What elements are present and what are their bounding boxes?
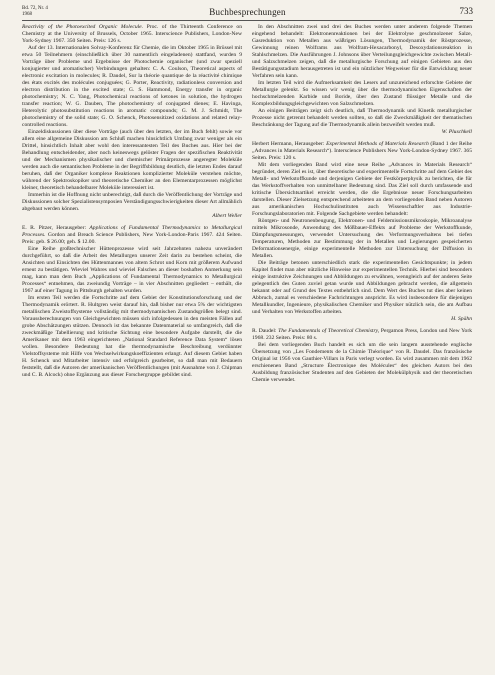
review-paragraph: Im ersten Teil werden die Fortschritte auf dem Gebiet der Konstitutionsforschung und der Thermodynamik erörtert. R. Hultgren weist darauf hin, daß bisher nur etwa 5% der wichtigsten metallischen Zweistoffsysteme vollständig mit thermodynamischen Zustandsgrößen belegt sind. Voraussberechnungen von Gleichgewichten müssen sich infolgedessen in den meisten Fällen auf grobe Abschätzungen stützen. Dennoch ist das bekannte Datenmaterial so umfangreich, daß die zweckmäßige Tabellierung und kritische Sichtung eine besondere Aufgabe darstellt, die die Amerikaner mit dem 1963 eingerichteten „National Standard Reference Data System“ lösen wollen. Besondere Bedeutung hat die thermodynamische Beschreibung verdünnter Vielstoffsysteme mit Hilfe von Wechselwirkungskoeffizienten erlangt. Auf diesem Gebiet haben H. Schenck und Mitarbeiter intensiv und erfolgreich gearbeitet, so daß man mit Bedauern feststellt, daß die Autoren der amerikanischen Veröffentlichungen (mit Ausnahme von J. Chipman und C. B. Alcock) ohne Ergänzung aus dieser Forschergruppe gebildet sind. <box>22 295 242 378</box>
review-paragraph: Röntgen- und Neutronenbeugung, Elektronen- und Feldemissionsmikroskopie, Mikroanalyse mittels Mikrosonde, Anwendung des Mößbauer-Effekts auf Probleme der Werkstoffkunde, Dämpfungsmessungen, verwendet Untersuchung des Verformungsverhaltens bei tiefen Temperaturen, Methoden zur Bestimmung der in Metallen und Legierungen gespeicherten Deformationsenergie, einige experimentelle Methoden zur Untersuchung der Diffusion in Metallen. <box>252 218 472 259</box>
section-title: Buchbesprechungen <box>209 7 286 17</box>
review-theoretical-chemistry <box>252 328 472 384</box>
book-details: Proc. of the Thirteenth Conference on Chemistry at the University of Brussels, October 1965. Interscience Publishers, London-New York-Sydney 1967. 350 Seiten. Preis: 126 s. <box>22 24 242 44</box>
book-details: Pergamon Press, London und New York 1968. 232 Seiten. Preis: 80 s. <box>252 328 473 341</box>
review-reference <box>22 225 242 246</box>
book-title: The Fundamentals of Theoretical Chemistry, <box>278 328 380 334</box>
right-column <box>252 24 472 384</box>
left-column <box>22 24 242 379</box>
journal-volume: Bd. 72, Nr. 4 1968 <box>22 6 48 17</box>
review-paragraph: Bei dem vorliegenden Buch handelt es sich um die sein langem ausstehende englische Übersetzung von „Les Fondements de la Chimie Théorique“ von R. Daudel. Das französische Original ist 1956 von Gauthier-Villars in Paris verlegt worden. Es wird zusammen mit dem 1962 erschienenen Band „Structure Électronique des Molécules“ des gleichen Autors bei den Ausbildung französischer Studenten auf den Gebieten der Molekülphysik und der theoretischen Chemie verwendet. <box>252 342 472 383</box>
review-paragraph: An einigen Beiträgen zeigt sich deutlich, daß Thermodynamik und Kinetik metallurgischer Prozesse nicht getrennt behandelt werden sollten, so daß die Zweckmäßigkeit der thematischen Beschränkung der Tagung auf die Thermodynamik allein bezweifelt werden muß. <box>252 108 472 128</box>
review-paragraph: Mit dem vorliegenden Band wird eine neue Reihe „Advances in Materials Research“ begründet, deren Ziel es ist, über theoretische und experimentelle Fortschritte auf dem Gebiet des Metall- und Werkstoffkunde und derjenigen Gebiete der Festkörperphysik zu berichten, die für das Werkstoffverhalten von unmittelbarer Bedeutung sind. Das Ziel soll durch umfassende und kritische Übersichtsartikel erreicht werden, die die Ergebnisse neuer Forschungsarbeiten darstellen. Dieser Zielsetzung entsprechend arbeiteten an dem vorliegenden Band neben Autoren aus amerikanischen Hochschulinstituten auch Wissenschaftler aus Industrie-Forschungslaboratorien mit. Folgende Sachgebiete werden behandelt: <box>252 162 472 217</box>
review-paragraph: Immerhin ist die Hoffnung nicht unberechtigt, daß durch die Veröffentlichung der Vorträge und Diskussionen solcher Spezialistensymposien Verständigungsschwierigkeiten dieser Art allmählich abgebaut werden können. <box>22 192 242 212</box>
book-editor: Herbert Hermann, Herausgeber: <box>252 141 327 147</box>
review-reference <box>252 328 472 342</box>
book-editor: E. R. Pitzer, Herausgeber: <box>22 225 90 231</box>
book-title: Applications of Fundamental Thermodynamics to Metallurgical Processes. <box>22 225 242 238</box>
review-paragraph: Einzeldiskussionen über diese Vorträge (auch über den letzten, der im Buch fehlt) sowie vor allem eine allgemeine Diskussion am Schluß machen hinsichtlich Umfang zwar weniger als ein Drittel, hinsichtlich Inhalt aber wohl den interessantesten Teil des Buches aus. Hier bei der Behandlung entscheidender, aber noch keineswegs gelöster Fragen der spezifischen Reaktivität und der Mechanismen physikalischer und chemischer Primärprozesse angeregter Moleküle werden auch die semantischen Probleme in der Begriffsbildung deutlich, die letzten Endes darauf beruhen, daß der Organiker komplexe Reaktionen komplizierter Moleküle verstehen möchte, während der Spektroskopiker und theoretische Chemiker an den Elementarprozessen möglichst kleiner, theoretisch behandelbarer Moleküle interessiert ist. <box>22 129 242 191</box>
page-number: 733 <box>459 6 473 16</box>
book-details: Gordon and Breach Science Publishers, New York-London-Paris 1967. 424 Seiten. Preis: geb. $ 26.00; geh. $ 12.00. <box>22 232 242 245</box>
review-paragraph: Im letzten Teil wird die Aufmerksamkeit des Lesers auf unzureichend erforschte Gebiete der Metallurgie gelenkt. So wissen wir wenig über die thermodynamischen Eigenschaften der hochschmelzenden Karbide und Boride, über den Zustand flüssiger Metalle und die Komplexbildungsgleichgewichten von Salzschmelzen. <box>252 80 472 107</box>
book-title: Reactivity of the Photoexcited Organic Molecule. <box>22 24 144 30</box>
reviewer-signature: H. Spähn <box>451 316 472 322</box>
review-reference <box>252 141 472 162</box>
review-reference <box>22 24 242 45</box>
reviewer-signature: W. Pluschkell <box>441 129 472 135</box>
book-details: (Band 1 der Reihe „Advances in Materials Research“). Interscience Publishers New York-London-Sydney 1967. 365 Seiten. Preis: 120 s. <box>252 141 473 161</box>
review-materials <box>252 141 472 323</box>
review-reactivity <box>22 24 242 220</box>
review-thermodynamics <box>22 225 242 379</box>
reviewer-signature: Albert Weller <box>212 213 242 219</box>
review-thermodynamics-cont <box>252 24 472 136</box>
header-rule <box>22 20 473 21</box>
book-title: Experimental Methods of Materials Research <box>326 141 429 147</box>
review-paragraph: In den Abschnitten zwei und drei des Buches werden unter anderem folgende Themen eingehend behandelt: Elektronenreaktionen bei der Elektrolyse geschmolzener Salze, Gasreduktion von Metallen aus wäßrigen Lösungen, Thermodynamik der Röstprozesse, Gewinnung reinen Wolframs aus Wolfram-Hexacarbonyl, Desoxydationsreaktion in Stahlschmelzen. Die Ausführungen J. Johnsons über Verteilungsgleichgewichte zwischen Metall- und Salzschmelzen zeigen, daß die metallurgische Forschung auf einigen Gebieten aus den Bestätigungsstadium herausgetreten ist und ein nützlicher Wegweiser für die Entwicklung neuer Verfahren sein kann. <box>252 24 472 79</box>
review-paragraph: Auf der 13. Internationalen Solvay-Konferenz für Chemie, die im Oktober 1965 in Brüssel mit etwa 50 Teilnehmern (einschließlich über 30 namentlich eingeladenen) stattfand, wurden 9 Vorträge über Probleme und Ergebnisse der Photochemie organischer (und zwar speziell konjugierter und aromatischer) Verbindungen gehalten: C. A. Coulson, Theoretical aspects of electronic excitation in molecules; R. Daudel, Sur la théorie quantique de la réactivité chimique des états excités des molécules conjuguées; G. Porter, Reactivity, radiationless conversion and electron distribution in the excited state; G. S. Hammond, Energy transfer in organic photochemistry; N. C. Yang, Photochemical reactions of ketones in solution, the hydrogen transfer reaction; W. G. Dauben, The photochemistry of conjugated dienes; E. Havinga, Heterolytic photosubstitution reactions in aromatic compounds; G. M. J. Schmidt, The photochemistry of the solid state; G. O. Schenck, Photosensitized oxidations and related relay-controlled reactions. <box>22 45 242 128</box>
review-paragraph: Die Beiträge betonen unterschiedlich stark die experimentellen Gesichtspunkte; in jedem Kapitel findet man aber nützliche Hinweise zur experimentellen Technik. Hierbei sind besonders einige instruktive Zeichnungen und Abbildungen zu erwähnen, wenngleich auf der anderen Seite gelegentlich des Guten zuviel getan wurde und Abbildungen gebracht werden, die allgemein bekannt oder auf Grund des Textes entbehrlich sind. Dem Wert des Buches tut dies aber keinen Abbruch, zumal es verschiedene Fachrichtungen anspricht. Es wird insbesondere für diejenigen Metallkundler, Ingenieure, physikalischen Chemiker und Physiker nützlich sein, die am Aufbau und Verhalten von Werkstoffen arbeiten. <box>252 260 472 315</box>
review-paragraph: Eine Reihe großtechnischer Hüttenprozesse wird seit Jahrzehnten nahezu unverändert durchgeführt, so daß die Arbeit des Metallurgen unserer Zeit darin zu bestehen scheint, die Ansichten und Einsichten des Hüttenmannes von altem Schrot und Korn mit größerem Aufwand erneut zu bestätigen. Wieviel Wahres und wieviel Falsches an dieser boshaften Anmerkung sein mag, kann man dem Buch „Applications of Fundamental Thermodynamics to Metallurgical Processes“ entnehmen, das zweiundig Vorträge – in vier Abschnitten gegliedert – enthält, die 1967 auf einer Tagung in Pittsburgh gehalten wurden. <box>22 246 242 294</box>
book-author: R. Daudel: <box>252 328 279 334</box>
